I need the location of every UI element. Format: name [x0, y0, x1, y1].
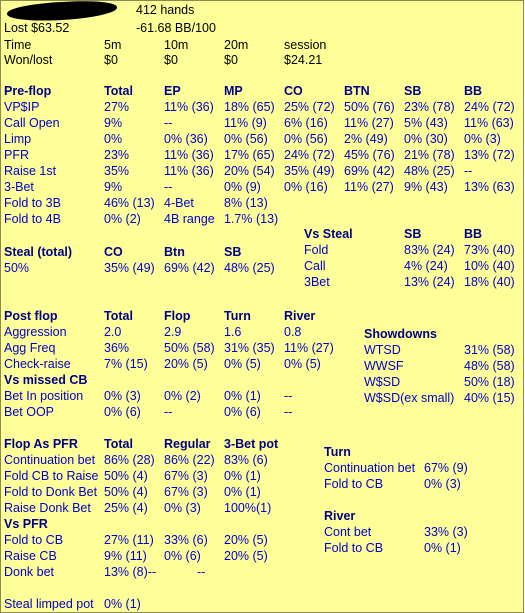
postflop-cell: 20% (5) — [164, 357, 208, 371]
showdowns-cell: 31% (58) — [464, 343, 515, 357]
showdowns-row-label: W$SD(ex small) — [364, 391, 455, 405]
postflop-cell: 0% (5) — [224, 357, 261, 371]
preflop-cell: 11% (27) — [344, 180, 394, 194]
vs-pfr-cell: -- — [197, 565, 206, 579]
postflop-header: Turn — [224, 309, 251, 323]
preflop-cell: 9% (43) — [404, 180, 448, 194]
vs-missed-cb-cell: -- — [284, 389, 293, 403]
preflop-header: Pre-flop — [4, 84, 52, 98]
preflop-cell: 20% (54) — [224, 164, 275, 178]
vs-steal-header: SB — [404, 227, 422, 241]
postflop-cell: 7% (15) — [104, 357, 148, 371]
flop-pfr-cell: 50% (4) — [104, 469, 148, 483]
vs-missed-cb-row-label: Bet In position — [4, 389, 84, 403]
steal-cell: 35% (49) — [104, 261, 155, 275]
preflop-cell: 9% — [104, 180, 123, 194]
vs-pfr-cell: 33% (6) — [164, 533, 208, 547]
flop-pfr-row-label: Fold CB to Raise — [4, 469, 99, 483]
time-col: 5m — [104, 38, 122, 52]
flop-pfr-cell: 100%(1) — [224, 501, 272, 515]
preflop-cell: 9% — [104, 116, 123, 130]
wonlost-value: $0 — [224, 53, 238, 67]
river-row-label: Cont bet — [324, 525, 372, 539]
vs-pfr-cell: 13% (8)-- — [104, 565, 157, 579]
preflop-cell: 11% (36) — [164, 148, 214, 162]
turn-row-label: Continuation bet — [324, 461, 416, 475]
preflop-row-label: Call Open — [4, 116, 60, 130]
preflop-cell: 4-Bet — [164, 196, 194, 210]
showdowns-row-label: W$SD — [364, 375, 401, 389]
preflop-header: BB — [464, 84, 483, 98]
time-label: Time — [4, 38, 32, 52]
vs-steal-cell: 18% (40) — [464, 275, 515, 289]
vs-missed-cb-cell: 0% (3) — [104, 389, 141, 403]
preflop-cell: 11% (36) — [164, 164, 214, 178]
preflop-cell: 6% (16) — [284, 116, 328, 130]
river-cell: 0% (1) — [424, 541, 461, 555]
vs-pfr-row-label: Donk bet — [4, 565, 55, 579]
steal-header: SB — [224, 245, 242, 259]
preflop-cell: 27% — [104, 100, 130, 114]
preflop-cell: 0% (3) — [464, 132, 501, 146]
vs-steal-row-label: Fold — [304, 243, 329, 257]
preflop-row-label: PFR — [4, 148, 29, 162]
showdowns-cell: 40% (15) — [464, 391, 515, 405]
postflop-cell: 50% (58) — [164, 341, 215, 355]
postflop-header: Total — [104, 309, 133, 323]
steal-limped-pot-label: Steal limped pot — [4, 597, 94, 611]
postflop-cell: 0% (5) — [284, 357, 321, 371]
preflop-cell: 0% (30) — [404, 132, 448, 146]
flop-pfr-cell: 0% (1) — [224, 485, 261, 499]
vs-steal-row-label: 3Bet — [304, 275, 330, 289]
bb100: -61.68 BB/100 — [136, 21, 216, 35]
preflop-cell: 18% (65) — [224, 100, 275, 114]
preflop-cell: -- — [164, 180, 173, 194]
steal-cell: 69% (42) — [164, 261, 215, 275]
preflop-cell: 4B range — [164, 212, 215, 226]
preflop-cell: 35% (49) — [284, 164, 335, 178]
preflop-row-label: Fold to 4B — [4, 212, 61, 226]
time-col: 10m — [164, 38, 189, 52]
postflop-cell: 2.9 — [164, 325, 182, 339]
river-title: River — [324, 509, 356, 523]
steal-header: Btn — [164, 245, 185, 259]
vs-pfr-row-label: Raise CB — [4, 549, 57, 563]
lost-amount: Lost $63.52 — [4, 21, 70, 35]
preflop-row-label: VP$IP — [4, 100, 40, 114]
preflop-cell: 0% (56) — [284, 132, 328, 146]
postflop-header: Flop — [164, 309, 191, 323]
vs-steal-header: BB — [464, 227, 483, 241]
time-col: 20m — [224, 38, 249, 52]
flop-pfr-cell: 86% (22) — [164, 453, 215, 467]
vs-steal-cell: 73% (40) — [464, 243, 515, 257]
flop-pfr-row-label: Fold to Donk Bet — [4, 485, 98, 499]
preflop-row-label: Limp — [4, 132, 32, 146]
flop-pfr-cell: 0% (3) — [164, 501, 201, 515]
flop-pfr-row-label: Continuation bet — [4, 453, 96, 467]
flop-pfr-cell: 67% (3) — [164, 469, 208, 483]
preflop-cell: 11% (63) — [464, 116, 514, 130]
time-col: session — [284, 38, 327, 52]
preflop-header: MP — [224, 84, 243, 98]
preflop-cell: 21% (78) — [404, 148, 455, 162]
postflop-row-label: Agg Freq — [4, 341, 56, 355]
preflop-cell: 17% (65) — [224, 148, 275, 162]
vs-pfr-cell: 20% (5) — [224, 549, 268, 563]
vs-pfr-title: Vs PFR — [4, 517, 48, 531]
preflop-header: SB — [404, 84, 422, 98]
vs-missed-cb-cell: 0% (1) — [224, 389, 261, 403]
preflop-cell: 0% (56) — [224, 132, 268, 146]
flop-pfr-header: Flop As PFR — [4, 437, 78, 451]
preflop-cell: 0% (2) — [104, 212, 141, 226]
preflop-cell: -- — [164, 116, 173, 130]
steal-title: Steal (total) — [4, 245, 73, 259]
preflop-cell: 0% (9) — [224, 180, 261, 194]
showdowns-cell: 50% (18) — [464, 375, 515, 389]
vs-pfr-cell: 20% (5) — [224, 533, 268, 547]
postflop-cell: 31% (35) — [224, 341, 275, 355]
turn-cell: 0% (3) — [424, 477, 461, 491]
vs-steal-cell: 4% (24) — [404, 259, 448, 273]
vs-missed-cb-row-label: Bet OOP — [4, 405, 55, 419]
river-cell: 33% (3) — [424, 525, 468, 539]
showdowns-title: Showdowns — [364, 327, 437, 341]
vs-steal-cell: 83% (24) — [404, 243, 455, 257]
preflop-header: Total — [104, 84, 133, 98]
preflop-header: CO — [284, 84, 303, 98]
vs-missed-cb-cell: -- — [284, 405, 293, 419]
steal-cell: 48% (25) — [224, 261, 275, 275]
flop-pfr-cell: 0% (1) — [224, 469, 261, 483]
vs-missed-cb-cell: 0% (6) — [104, 405, 141, 419]
flop-pfr-cell: 86% (28) — [104, 453, 155, 467]
preflop-cell: 24% (72) — [464, 100, 515, 114]
preflop-cell: 48% (25) — [404, 164, 455, 178]
flop-pfr-cell: 67% (3) — [164, 485, 208, 499]
flop-pfr-header: 3-Bet pot — [224, 437, 279, 451]
turn-title: Turn — [324, 445, 351, 459]
preflop-row-label: 3-Bet — [4, 180, 34, 194]
vs-pfr-row-label: Fold to CB — [4, 533, 64, 547]
preflop-cell: 23% — [104, 148, 130, 162]
flop-pfr-cell: 83% (6) — [224, 453, 268, 467]
vs-pfr-cell: 0% (6) — [164, 549, 201, 563]
steal-total: 50% — [4, 261, 30, 275]
flop-pfr-cell: 25% (4) — [104, 501, 148, 515]
postflop-header: River — [284, 309, 316, 323]
preflop-cell: 13% (72) — [464, 148, 515, 162]
preflop-cell: 0% — [104, 132, 123, 146]
preflop-header: EP — [164, 84, 181, 98]
preflop-cell: 13% (63) — [464, 180, 515, 194]
vs-missed-cb-cell: -- — [164, 405, 173, 419]
showdowns-row-label: WWSF — [364, 359, 404, 373]
flop-pfr-header: Regular — [164, 437, 211, 451]
preflop-cell: 35% — [104, 164, 130, 178]
preflop-cell: 69% (42) — [344, 164, 395, 178]
vs-missed-cb-title: Vs missed CB — [4, 373, 88, 387]
wonlost-value: $0 — [164, 53, 178, 67]
postflop-row-label: Aggression — [4, 325, 67, 339]
preflop-row-label: Raise 1st — [4, 164, 57, 178]
vs-steal-cell: 10% (40) — [464, 259, 515, 273]
postflop-cell: 1.6 — [224, 325, 242, 339]
preflop-cell: 11% (27) — [344, 116, 394, 130]
vs-missed-cb-cell: 0% (6) — [224, 405, 261, 419]
river-row-label: Fold to CB — [324, 541, 384, 555]
flop-pfr-header: Total — [104, 437, 133, 451]
postflop-cell: 0.8 — [284, 325, 302, 339]
vs-missed-cb-cell: 0% (2) — [164, 389, 201, 403]
turn-row-label: Fold to CB — [324, 477, 384, 491]
turn-cell: 67% (9) — [424, 461, 468, 475]
preflop-header: BTN — [344, 84, 370, 98]
preflop-cell: 23% (78) — [404, 100, 455, 114]
hands-count: 412 hands — [136, 3, 195, 17]
flop-pfr-row-label: Raise Donk Bet — [4, 501, 91, 515]
vs-steal-row-label: Call — [304, 259, 326, 273]
preflop-cell: 50% (76) — [344, 100, 395, 114]
postflop-row-label: Check-raise — [4, 357, 71, 371]
preflop-cell: -- — [464, 164, 473, 178]
preflop-cell: 2% (49) — [344, 132, 388, 146]
preflop-cell: 0% (36) — [164, 132, 208, 146]
steal-header: CO — [104, 245, 123, 259]
vs-steal-cell: 13% (24) — [404, 275, 455, 289]
redacted-player-name — [7, 0, 118, 23]
preflop-cell: 1.7% (13) — [224, 212, 279, 226]
postflop-cell: 11% (27) — [284, 341, 334, 355]
preflop-cell: 46% (13) — [104, 196, 155, 210]
wonlost-value: $0 — [104, 53, 118, 67]
preflop-cell: 11% (36) — [164, 100, 214, 114]
preflop-cell: 0% (16) — [284, 180, 328, 194]
preflop-cell: 45% (76) — [344, 148, 395, 162]
showdowns-cell: 48% (58) — [464, 359, 515, 373]
wonlost-label: Won/lost — [4, 53, 53, 67]
flop-pfr-cell: 50% (4) — [104, 485, 148, 499]
preflop-cell: 5% (43) — [404, 116, 448, 130]
postflop-header: Post flop — [4, 309, 58, 323]
preflop-row-label: Fold to 3B — [4, 196, 61, 210]
postflop-cell: 36% — [104, 341, 130, 355]
vs-pfr-cell: 9% (11) — [104, 549, 147, 563]
preflop-cell: 11% (9) — [224, 116, 267, 130]
vs-pfr-cell: 27% (11) — [104, 533, 154, 547]
showdowns-row-label: WTSD — [364, 343, 401, 357]
preflop-cell: 24% (72) — [284, 148, 335, 162]
wonlost-value: $24.21 — [284, 53, 323, 67]
vs-steal-header: Vs Steal — [304, 227, 353, 241]
postflop-cell: 2.0 — [104, 325, 122, 339]
steal-limped-pot-value: 0% (1) — [104, 597, 141, 611]
preflop-cell: 8% (13) — [224, 196, 268, 210]
preflop-cell: 25% (72) — [284, 100, 335, 114]
